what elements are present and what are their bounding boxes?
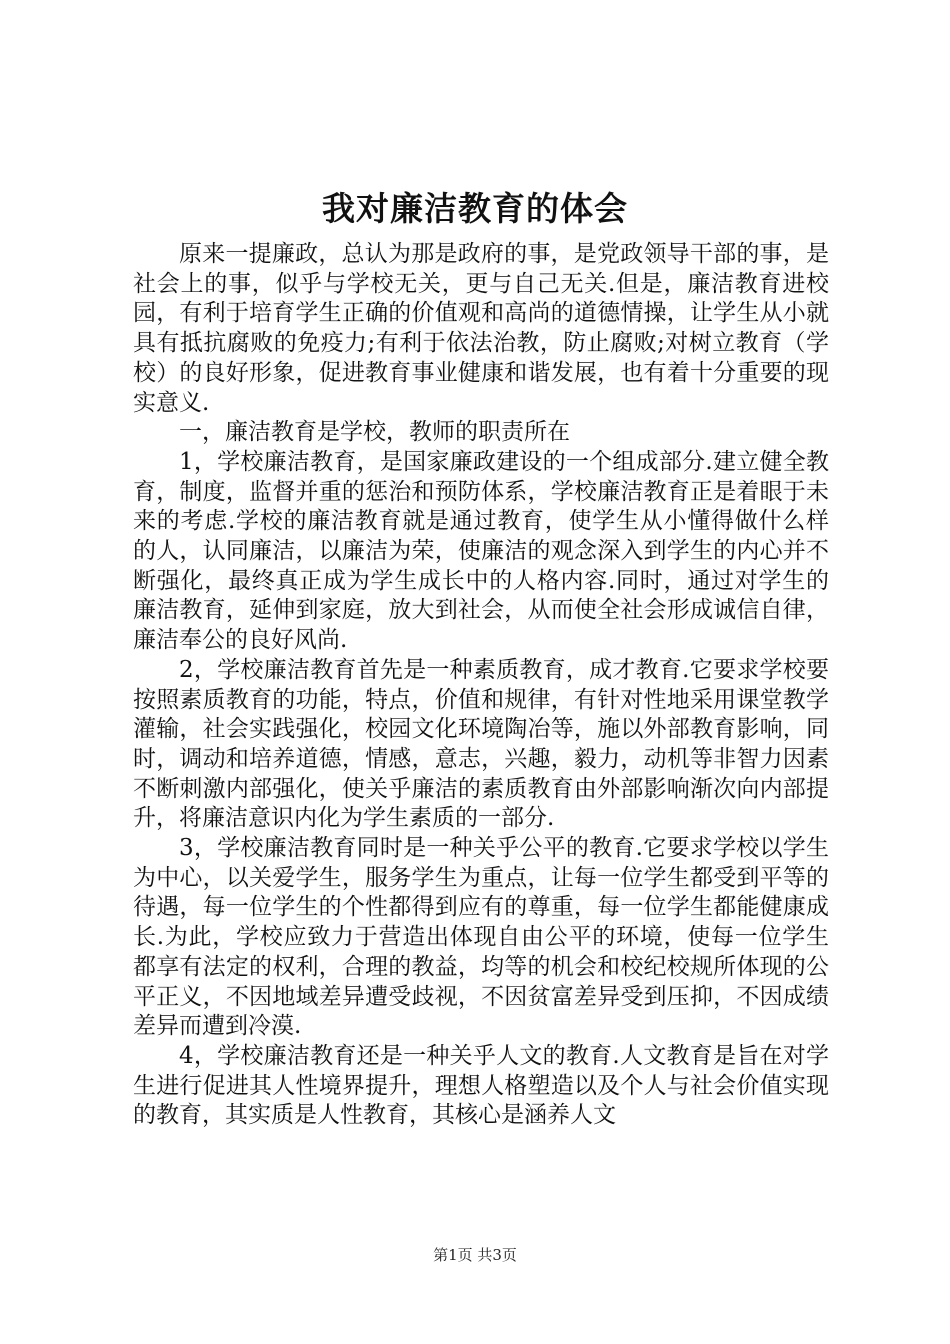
paragraph-point-2: 2，学校廉洁教育首先是一种素质教育，成才教育.它要求学校要按照素质教育的功能，特点，价值和规律，有针对性地采用课堂教学灌输，社会实践强化，校园文化环境陶冶等，施以外部教育影响，同时，调动和培养道德，情感，意志，兴趣，毅力，动机等非智力因素不断刺激内部强化，使关乎廉洁的素质教育由外部影响渐次向内部提升，将廉洁意识内化为学生素质的一部分. [133,656,829,832]
document-title: 我对廉洁教育的体会 [322,189,628,228]
section-heading: 一，廉洁教育是学校，教师的职责所在 [179,419,570,446]
paragraph-point-3: 3，学校廉洁教育同时是一种关乎公平的教育.它要求学校以学生为中心，以关爱学生，服务学生为重点，让每一位学生都受到平等的待遇，每一位学生的个性都得到应有的尊重，每一位学生都能健康成长.为此，学校应致力于营造出体现自由公平的环境，使每一位学生都享有法定的权利，合理的教益，均等的机会和校纪校规所体现的公平正义，不因地域差异遭受歧视，不因贫富差异受到压抑，不因成绩差异而遭到冷漠. [133,835,829,1040]
paragraph-point-1: 1，学校廉洁教育，是国家廉政建设的一个组成部分.建立健全教育，制度，监督并重的惩治和预防体系，学校廉洁教育正是着眼于未来的考虑.学校的廉洁教育就是通过教育，使学生从小懂得做什么样的人，认同廉洁，以廉洁为荣，使廉洁的观念深入到学生的内心并不断强化，最终真正成为学生成长中的人格内容.同时，通过对学生的廉洁教育，延伸到家庭，放大到社会，从而使全社会形成诚信自律，廉洁奉公的良好风尚. [133,448,829,654]
paragraph-point-4: 4，学校廉洁教育还是一种关乎人文的教育.人文教育是旨在对学生进行促进其人性境界提升，理想人格塑造以及个人与社会价值实现的教育，其实质是人性教育，其核心是涵养人文 [133,1042,829,1129]
document-body [133,240,829,1131]
paragraph-intro: 原来一提廉政，总认为那是政府的事，是党政领导干部的事，是社会上的事，似乎与学校无关，更与自己无关.但是，廉洁教育进校园，有利于培育学生正确的价值观和高尚的道德情操，让学生从小就具有抵抗腐败的免疫力;有利于依法治教，防止腐败;对树立教育（学校）的良好形象，促进教育事业健康和谐发展，也有着十分重要的现实意义. [133,241,829,416]
page-number-footer: 第1页 共3页 [433,1246,517,1264]
